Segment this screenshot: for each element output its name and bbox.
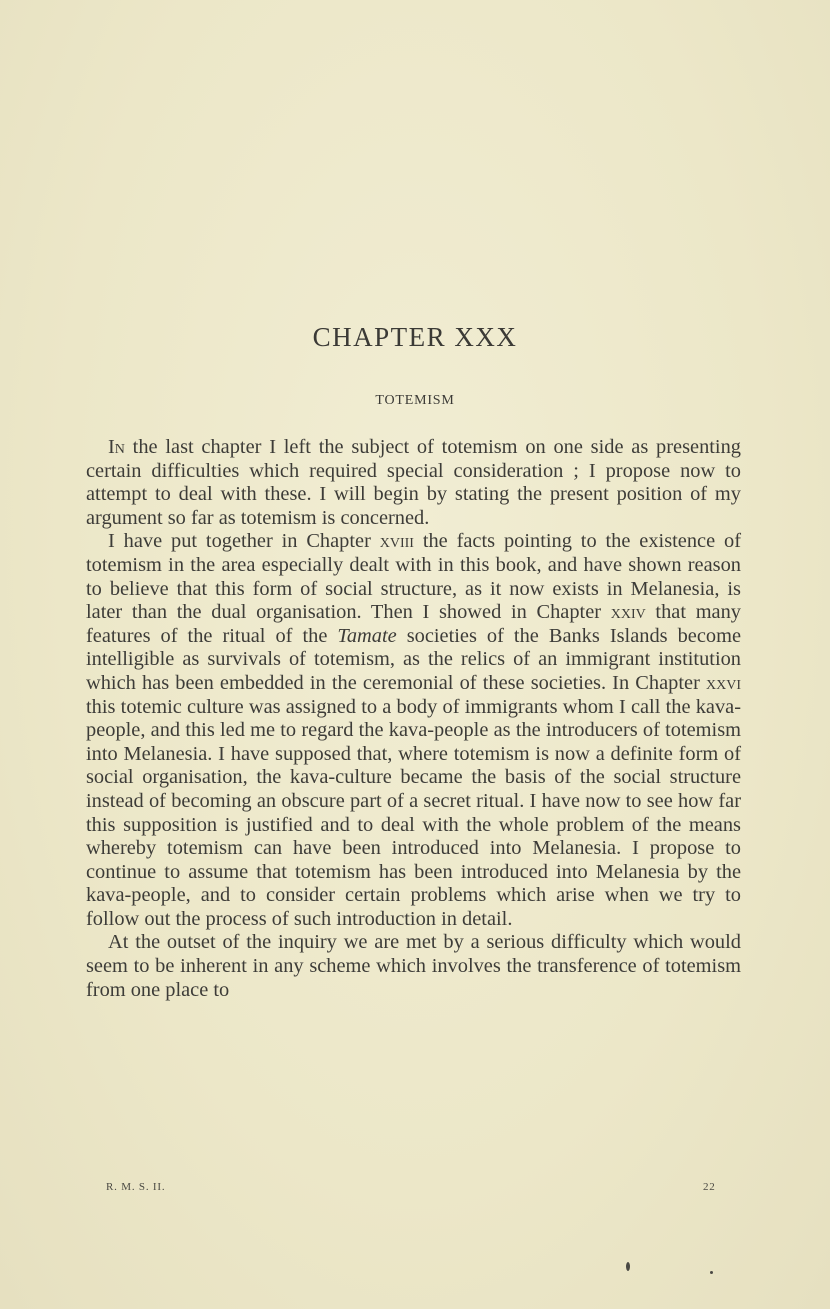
ink-speck	[710, 1271, 713, 1274]
drop-lead: In	[108, 436, 125, 458]
ink-speck	[626, 1262, 630, 1271]
paragraph-2-text-1: I have put together in Chapter	[108, 530, 380, 553]
footer-signature: R. M. S. II.	[106, 1181, 166, 1193]
paragraph-2-text-4: societies of the Banks Islands become intelligible as survivals of totemism, as the relics of an immigrant institution which has been embedded in the ceremonial of these societies. In Chapter	[86, 624, 741, 694]
paragraph-1-text: the last chapter I left the subject of totemism on one side as presenting certain difficulties which required special consideration ; I propose now to attempt to deal with these. I will begin by stating the present position of my argument so far as totemism is concerned.	[86, 436, 741, 529]
paragraph-3-text: At the outset of the inquiry we are met by a serious difficulty which would seem to be inherent in any scheme which involves the transference of totemism from one place to	[86, 931, 741, 1001]
paragraph-1	[86, 436, 741, 530]
paragraph-2-text-5: this totemic culture was assigned to a body of immigrants whom I call the kava-people, and this led me to regard the kava-people as the introducers of totemism into Melanesia. I have supposed that, where totemism is now a definite form of social organisation, the kava-culture became the basis of the social structure instead of becoming an obscure part of a secret ritual. I have now to see how far this supposition is justified and to deal with the whole problem of the means whereby totemism can have been introduced into Melanesia. I propose to continue to assume that totemism has been introduced into Melanesia by the kava-people, and to consider certain problems which arise when we try to follow out the process of such introduction in detail.	[86, 695, 741, 930]
chapter-ref-24: xxiv	[610, 601, 646, 624]
italic-term: Tamate	[337, 624, 397, 647]
paragraph-2	[86, 530, 741, 931]
chapter-subtitle: TOTEMISM	[375, 393, 455, 408]
chapter-title: CHAPTER XXX	[312, 322, 518, 352]
paragraph-3	[86, 931, 741, 1002]
chapter-ref-26: xxvi	[706, 671, 741, 694]
body-text	[86, 436, 741, 1002]
paragraph-2-text-2: the facts pointing to the existence of totemism in the area especially dealt with in this book, and have shown reason to believe that this form of social structure, as it now exists in Melanesia, is later than the dual organisation. Then I showed in Chapter	[86, 530, 741, 624]
page-number: 22	[703, 1181, 716, 1193]
paragraph-2-text-3: that many features of the ritual of the	[86, 601, 741, 647]
chapter-ref-18: xviii	[379, 530, 414, 553]
